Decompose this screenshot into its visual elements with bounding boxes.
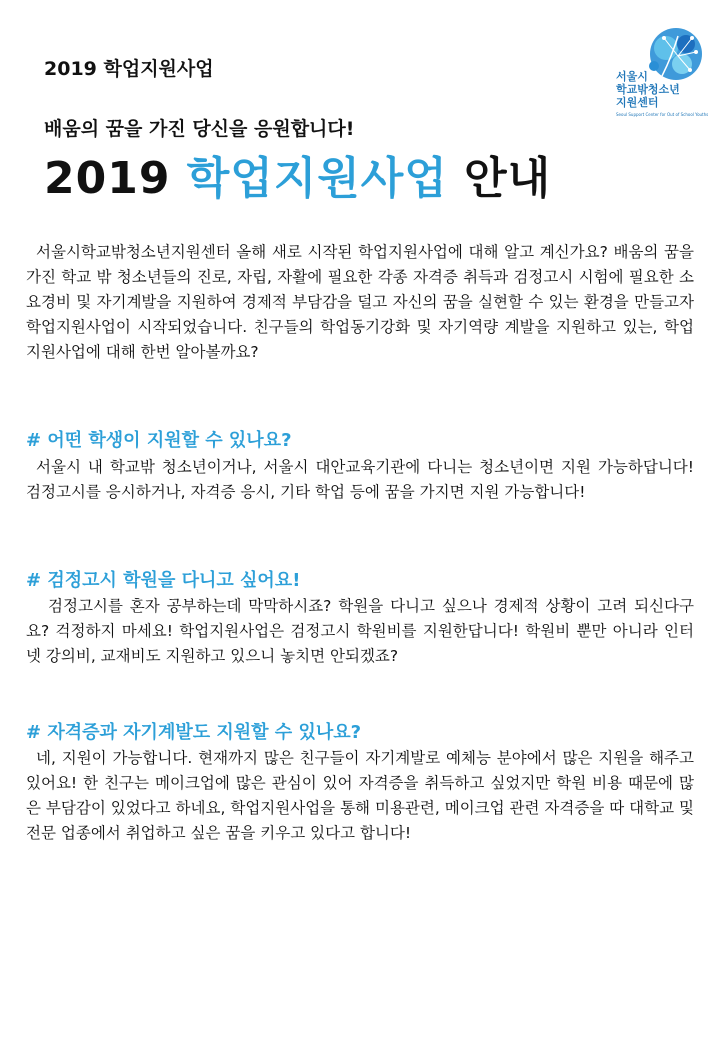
section-body-academy: 검정고시를 혼자 공부하는데 막막하시죠? 학원을 다니고 싶으나 경제적 상황이 고려 되신다구요? 걱정하지 마세요! 학업지원사업은 검정고시 학원비를 지원한답니다! 학원비 뿐만 아니라 인터넷 강의비, 교재비도 지원하고 있으니 놓치면 안되겠죠? [26,597,694,665]
title-highlight: 학업지원사업 [186,153,448,204]
section-heading-academy: # 검정고시 학원을 다니고 싶어요! [26,570,301,591]
logo [612,26,708,126]
section-heading-eligibility: # 어떤 학생이 지원할 수 있나요? [26,430,292,451]
section-heading-certificates: # 자격증과 자기계발도 지원할 수 있나요? [26,722,362,743]
intro-paragraph: 서울시학교밖청소년지원센터 올해 새로 시작된 학업지원사업에 대해 알고 계신가요? 배움의 꿈을 가진 학교 밖 청소년들의 진로, 자립, 자활에 필요한 각종 자격증 취득과 검정고시 시험에 필요한 소요경비 및 자기계발을 지원하여 경제적 부담감을 덜고 자신의 꿈을 실현할 수 있는 환경을 만들고자 학업지원사업이 시작되었습니다. 친구들의 학업동기강화 및 자기역량 계발을 지원하고 있는, 학업지원사업에 대해 한번 알아볼까요? [26,243,694,361]
title-prefix: 2019 [44,153,187,204]
logo-line-3: 지원센터 [616,96,659,109]
title-suffix: 안내 [447,153,552,204]
page-title [44,142,551,206]
logo-text [616,70,680,109]
logo-line-1: 서울시 [616,70,648,83]
section-body-certificates: 네, 지원이 가능합니다. 현재까지 많은 친구들이 자기계발로 예체능 분야에서 많은 지원을 해주고 있어요! 한 친구는 메이크업에 많은 관심이 있어 자격증을 취득하고 싶었지만 학원 비용 때문에 많은 부담감이 있었다고 하네요, 학업지원사업을 통해 미용관련, 메이크업 관련 자격증을 따 대학교 및 전문 업종에서 취업하고 싶은 꿈을 키우고 있다고 합니다! [26,749,694,842]
section-body-eligibility: 서울시 내 학교밖 청소년이거나, 서울시 대안교육기관에 다니는 청소년이면 지원 가능하답니다! 검정고시를 응시하거나, 자격증 응시, 기타 학업 등에 꿈을 가지면 지원 가능합니다! [26,458,694,501]
logo-line-2: 학교밖청소년 [616,83,680,96]
slogan: 배움의 꿈을 가진 당신을 응원합니다! [44,118,355,140]
logo-subtitle: Seoul Support Center for Out of School Youths [616,112,709,117]
top-label: 2019 학업지원사업 [44,58,214,80]
